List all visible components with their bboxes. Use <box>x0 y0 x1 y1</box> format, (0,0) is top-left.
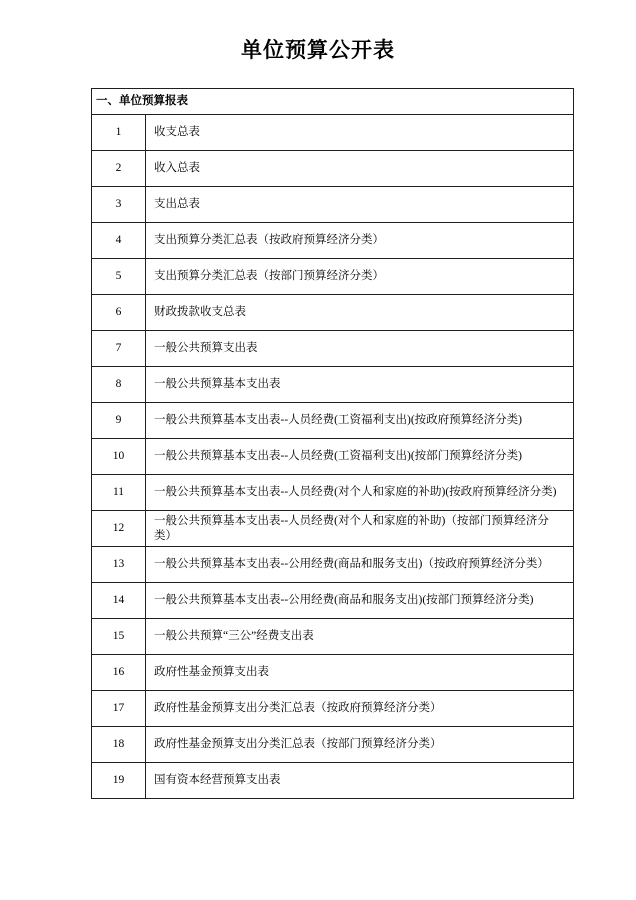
row-number: 13 <box>92 547 146 583</box>
table-row <box>92 223 574 259</box>
section-header-row <box>92 89 574 115</box>
table-row <box>92 475 574 511</box>
section-header: 一、单位预算报表 <box>92 89 574 115</box>
table-row <box>92 151 574 187</box>
row-name: 一般公共预算支出表 <box>146 331 574 367</box>
row-number: 19 <box>92 763 146 799</box>
row-name: 支出预算分类汇总表（按部门预算经济分类） <box>146 259 574 295</box>
row-name: 支出预算分类汇总表（按政府预算经济分类） <box>146 223 574 259</box>
row-name: 一般公共预算基本支出表--人员经费(工资福利支出)(按部门预算经济分类) <box>146 439 574 475</box>
row-number: 5 <box>92 259 146 295</box>
table-row <box>92 691 574 727</box>
row-name: 政府性基金预算支出分类汇总表（按部门预算经济分类） <box>146 727 574 763</box>
budget-tables-list <box>91 88 574 799</box>
table-row <box>92 763 574 799</box>
row-number: 3 <box>92 187 146 223</box>
table-row <box>92 187 574 223</box>
row-name: 一般公共预算基本支出表--人员经费(对个人和家庭的补助)(按政府预算经济分类) <box>146 475 574 511</box>
row-number: 6 <box>92 295 146 331</box>
row-name: 政府性基金预算支出分类汇总表（按政府预算经济分类） <box>146 691 574 727</box>
table-row <box>92 511 574 547</box>
table-row <box>92 331 574 367</box>
table-row <box>92 403 574 439</box>
table-row <box>92 259 574 295</box>
row-name: 一般公共预算基本支出表 <box>146 367 574 403</box>
row-number: 12 <box>92 511 146 547</box>
table-row <box>92 439 574 475</box>
row-number: 8 <box>92 367 146 403</box>
row-number: 17 <box>92 691 146 727</box>
row-number: 4 <box>92 223 146 259</box>
row-name: 收入总表 <box>146 151 574 187</box>
page-title: 单位预算公开表 <box>241 38 395 62</box>
row-name: 支出总表 <box>146 187 574 223</box>
row-name: 一般公共预算“三公”经费支出表 <box>146 619 574 655</box>
table-row <box>92 547 574 583</box>
table-row <box>92 115 574 151</box>
row-name: 一般公共预算基本支出表--公用经费(商品和服务支出)(按部门预算经济分类) <box>146 583 574 619</box>
row-number: 1 <box>92 115 146 151</box>
row-name: 收支总表 <box>146 115 574 151</box>
row-number: 18 <box>92 727 146 763</box>
row-number: 10 <box>92 439 146 475</box>
row-name: 国有资本经营预算支出表 <box>146 763 574 799</box>
row-number: 15 <box>92 619 146 655</box>
table-row <box>92 655 574 691</box>
table-row <box>92 295 574 331</box>
table-row <box>92 367 574 403</box>
row-name: 一般公共预算基本支出表--人员经费(对个人和家庭的补助)（按部门预算经济分类） <box>146 511 574 547</box>
table-row <box>92 583 574 619</box>
row-number: 9 <box>92 403 146 439</box>
row-number: 2 <box>92 151 146 187</box>
table-row <box>92 619 574 655</box>
row-number: 7 <box>92 331 146 367</box>
row-name: 财政拨款收支总表 <box>146 295 574 331</box>
row-name: 政府性基金预算支出表 <box>146 655 574 691</box>
row-name: 一般公共预算基本支出表--公用经费(商品和服务支出)（按政府预算经济分类） <box>146 547 574 583</box>
table-row <box>92 727 574 763</box>
row-name: 一般公共预算基本支出表--人员经费(工资福利支出)(按政府预算经济分类) <box>146 403 574 439</box>
row-number: 11 <box>92 475 146 511</box>
row-number: 16 <box>92 655 146 691</box>
row-number: 14 <box>92 583 146 619</box>
